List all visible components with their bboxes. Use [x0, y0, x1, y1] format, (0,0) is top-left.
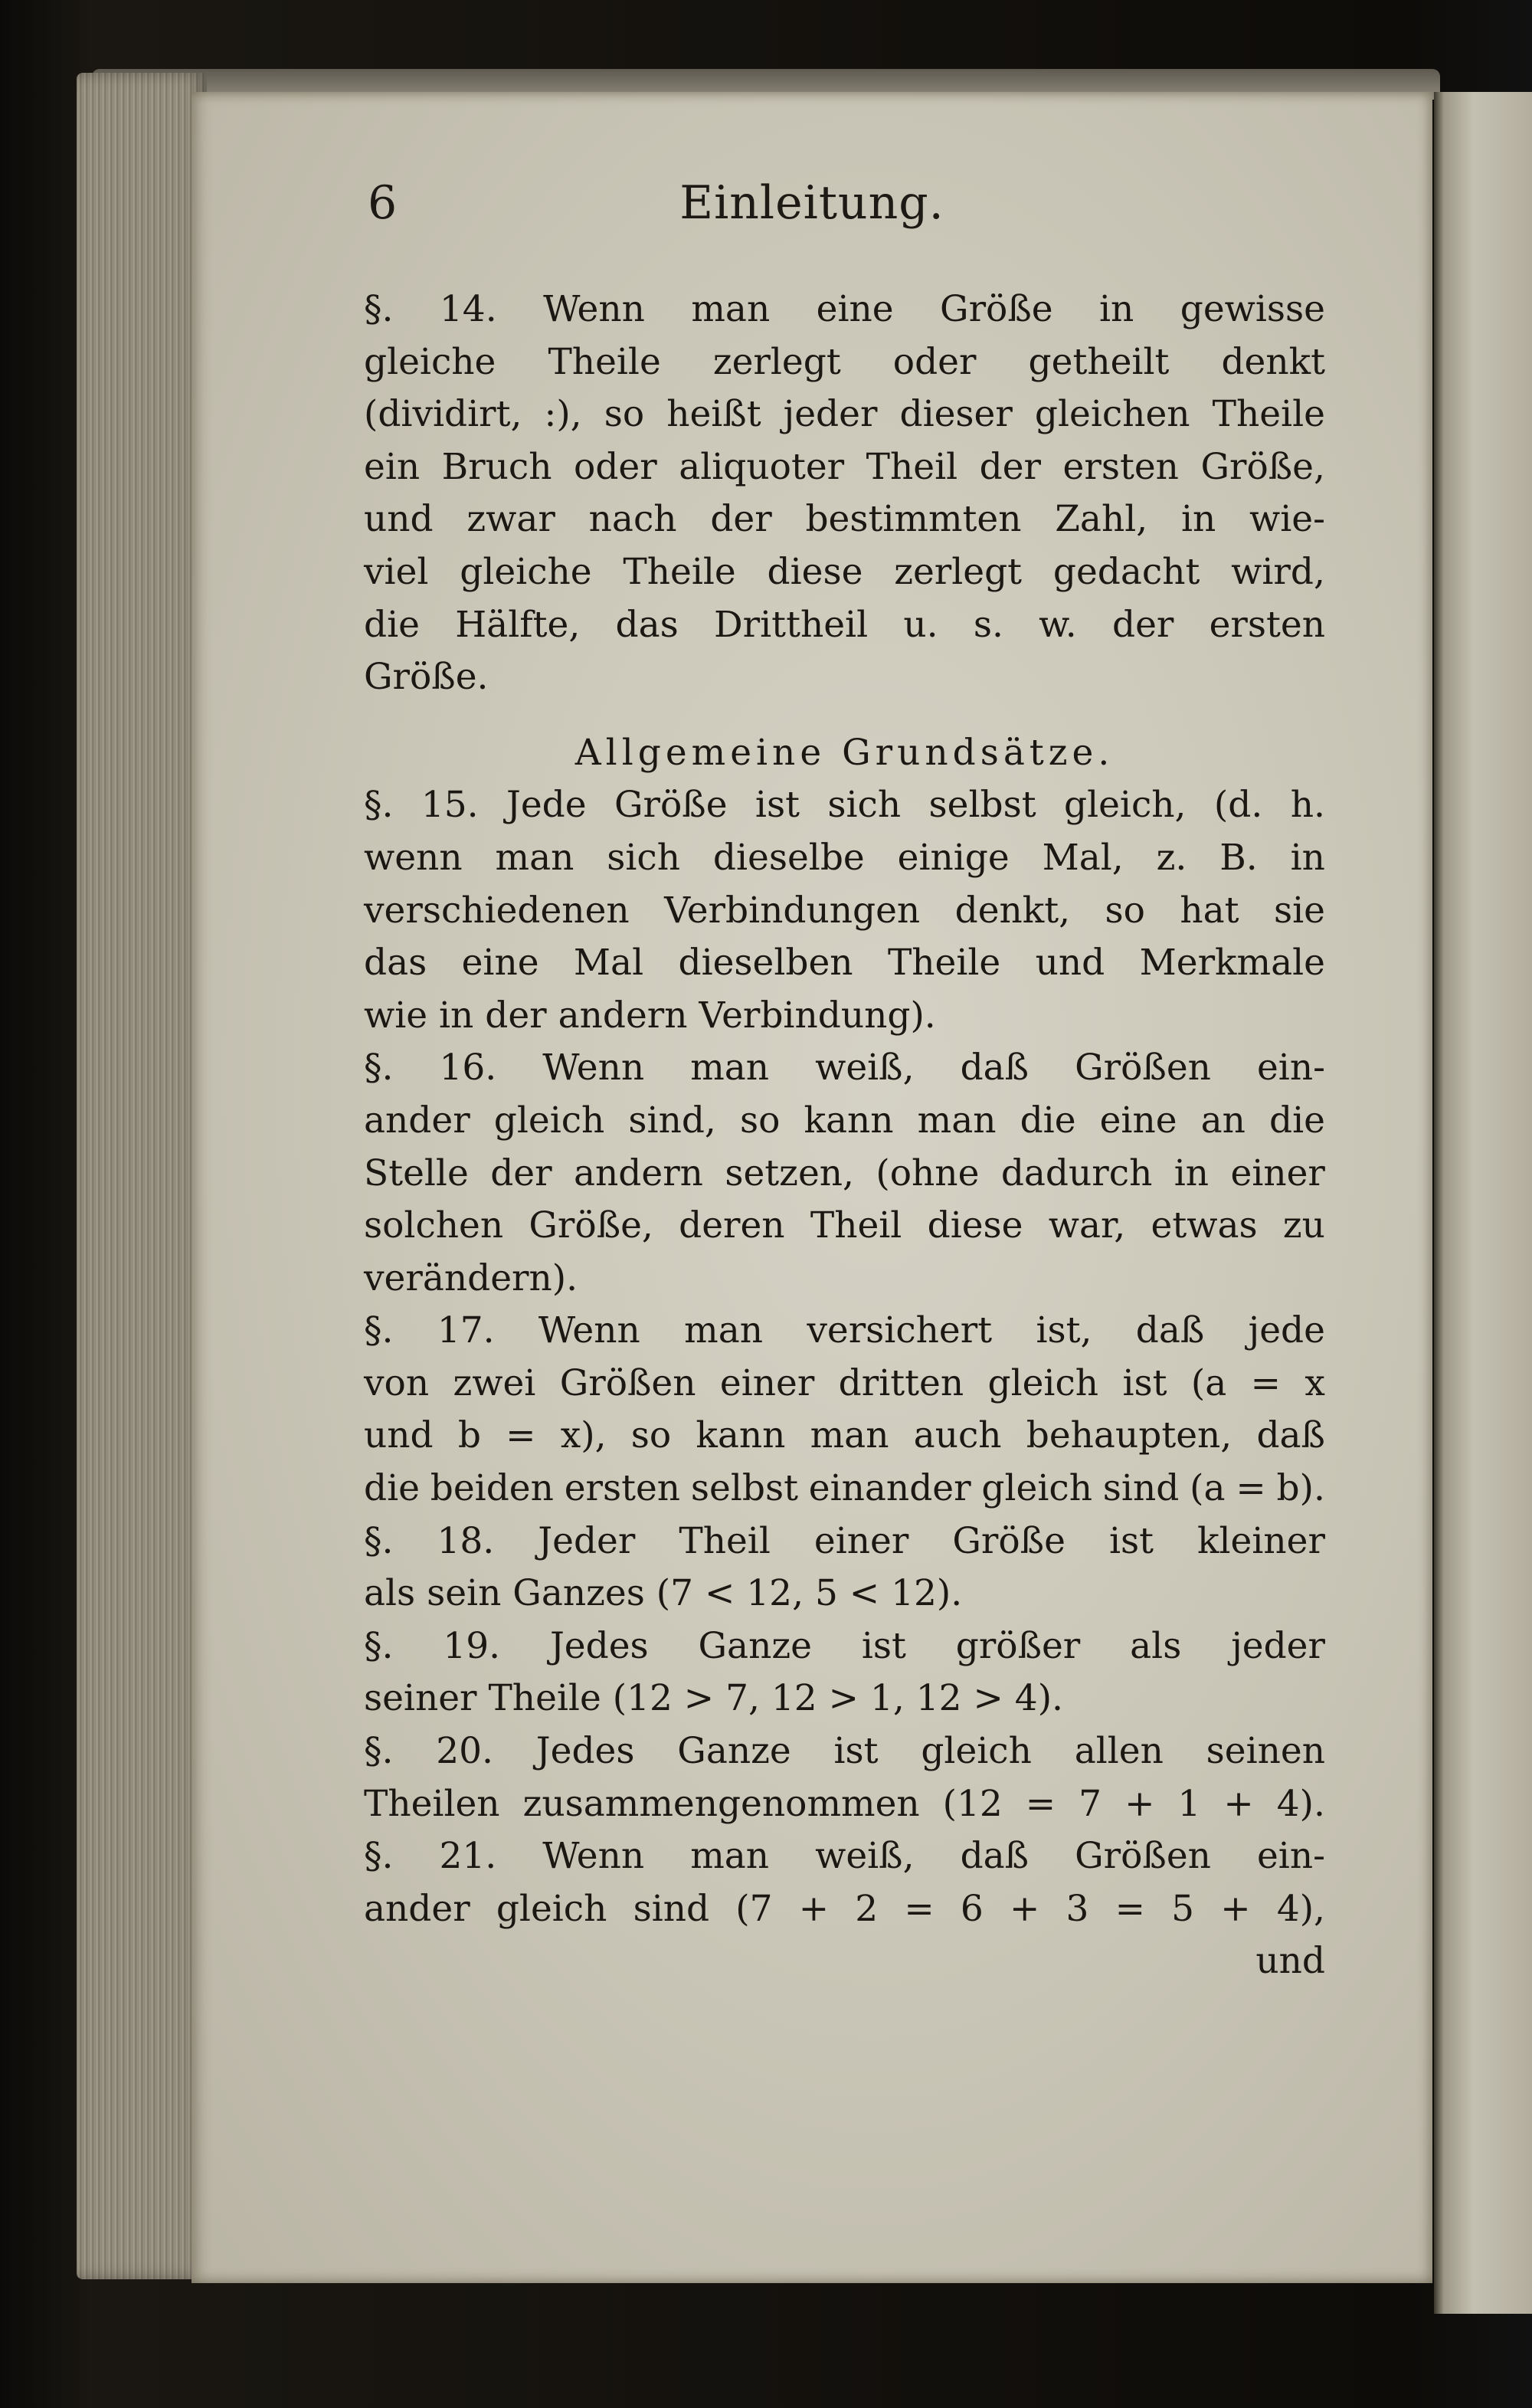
- text-line: ein Bruch oder aliquoter Theil der ersten Größe,: [364, 445, 1325, 488]
- text-line: verschiedenen Verbindungen denkt, so hat sie: [364, 889, 1325, 932]
- text-line: §. 15. Jede Größe ist sich selbst gleich, (d. h.: [364, 784, 1325, 827]
- text-line: und b = x), so kann man auch behaupten, daß: [364, 1414, 1325, 1457]
- text-line: verändern).: [364, 1256, 578, 1299]
- text-line: §. 19. Jedes Ganze ist größer als jeder: [364, 1624, 1325, 1667]
- text-line: die beiden ersten selbst einander gleich sind (a = b).: [364, 1467, 1325, 1510]
- text-line: ander gleich sind, so kann man die eine an die: [364, 1099, 1325, 1142]
- text-line: als sein Ganzes (7 < 12, 5 < 12).: [364, 1572, 963, 1615]
- text-line: und zwar nach der bestimmten Zahl, in wie-: [364, 498, 1325, 541]
- text-line: und: [1255, 1940, 1325, 1983]
- text-line: solchen Größe, deren Theil diese war, etwas zu: [364, 1204, 1325, 1247]
- text-line: viel gleiche Theile diese zerlegt gedacht wird,: [364, 550, 1325, 593]
- text-line: §. 17. Wenn man versichert ist, daß jede: [364, 1309, 1325, 1352]
- facing-page-edge: [1434, 92, 1532, 2314]
- text-line: wie in der andern Verbindung).: [364, 994, 936, 1037]
- text-line: seiner Theile (12 > 7, 12 > 1, 12 > 4).: [364, 1677, 1063, 1720]
- text-line: §. 14. Wenn man eine Größe in gewisse: [364, 288, 1325, 330]
- text-line: §. 16. Wenn man weiß, daß Größen ein-: [364, 1047, 1325, 1089]
- text-line: wenn man sich dieselbe einige Mal, z. B. in: [364, 836, 1325, 879]
- section-heading: Allgemeine Grundsätze.: [574, 731, 1115, 774]
- book-page-edges: [77, 73, 207, 2279]
- text-line: §. 21. Wenn man weiß, daß Größen ein-: [364, 1835, 1325, 1878]
- section-gap: [364, 704, 1325, 727]
- running-head: Einleitung.: [679, 176, 944, 230]
- text-line: (dividirt, :), so heißt jeder dieser gleichen Theile: [364, 393, 1325, 436]
- page-header: [192, 176, 1432, 245]
- text-line: Stelle der andern setzen, (ohne dadurch in einer: [364, 1152, 1325, 1194]
- text-line: gleiche Theile zerlegt oder getheilt denkt: [364, 340, 1325, 383]
- text-line: §. 18. Jeder Theil einer Größe ist kleiner: [364, 1519, 1325, 1562]
- text-line: Theilen zusammengenommen (12 = 7 + 1 + 4).: [364, 1782, 1325, 1825]
- body-text: [364, 283, 1325, 1988]
- page-number: 6: [368, 176, 398, 230]
- text-line: das eine Mal dieselben Theile und Merkmale: [364, 942, 1325, 984]
- text-line: Größe.: [364, 656, 489, 699]
- text-line: ander gleich sind (7 + 2 = 6 + 3 = 5 + 4),: [364, 1887, 1325, 1930]
- text-line: die Hälfte, das Drittheil u. s. w. der ersten: [364, 603, 1325, 646]
- text-line: §. 20. Jedes Ganze ist gleich allen seinen: [364, 1730, 1325, 1773]
- text-line: von zwei Größen einer dritten gleich ist (a = x: [364, 1361, 1325, 1404]
